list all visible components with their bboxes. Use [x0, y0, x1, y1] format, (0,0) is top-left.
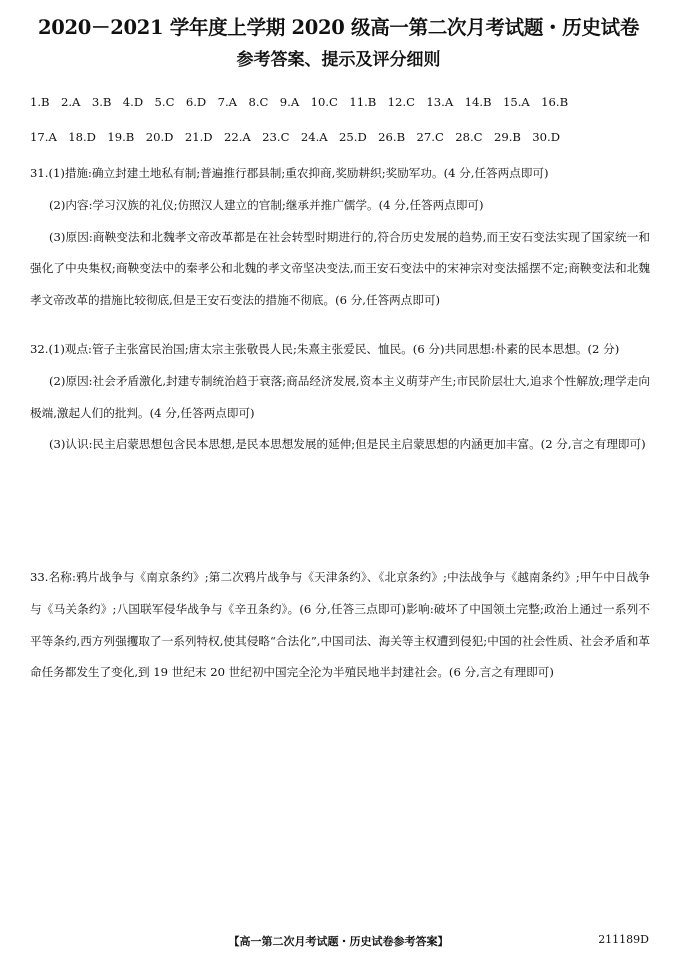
choice-answer: 11.B	[349, 95, 377, 109]
choice-answer: 20.D	[145, 130, 174, 144]
choice-answer: 8.C	[248, 95, 269, 109]
choice-answer: 25.D	[339, 130, 367, 144]
footer-code: 211189D	[598, 933, 649, 946]
choice-answer: 17.A	[30, 130, 57, 144]
question-33-part-1: 33.名称:鸦片战争与《南京条约》;第二次鸦片战争与《天津条约》、《北京条约》;中法战争与《越南条约》;甲午中日战争与《马关条约》;八国联军侵华战争与《辛丑条约》。(6 分,任答三点即可)影响:破坏了中国领土完整;政治上通过一系列不平等条约,西方列强攫取了一系列特权,使其侵略“合法化”,中国司法、海关等主权遭到侵犯;中国的社会性质、社会矛盾和革命任务都发生了变化,到 19 世纪末 20 世纪初中国完全沦为半殖民地半封建社会。(6 分,言之有理即可)	[30, 570, 650, 680]
question-32-part-1: 32.(1)观点:管子主张富民治国;唐太宗主张敬畏人民;朱熹主张爱民、恤民。(6 分)共同思想:朴素的民本思想。(2 分)	[30, 342, 620, 356]
choice-answer: 23.C	[262, 130, 290, 144]
choice-answer: 15.A	[502, 95, 530, 109]
choice-answer: 1.B	[30, 95, 50, 109]
question-33-answer	[30, 562, 650, 689]
choice-answer: 29.B	[493, 130, 521, 144]
choice-answer: 7.A	[217, 95, 238, 109]
choice-answer: 12.C	[387, 95, 415, 109]
choice-answer: 16.B	[541, 95, 569, 109]
choice-answer: 24.A	[300, 130, 328, 144]
choice-answer: 2.A	[60, 95, 81, 109]
choice-answers-row-2	[30, 130, 571, 144]
choice-answer: 30.D	[532, 130, 561, 144]
choice-answer: 5.C	[154, 95, 175, 109]
choice-answer: 19.B	[107, 130, 135, 144]
choice-answer: 9.A	[279, 95, 300, 109]
choice-answer: 26.B	[378, 130, 406, 144]
choice-answer: 3.B	[91, 95, 112, 109]
question-32-part-2: (2)原因:社会矛盾激化,封建专制统治趋于衰落;商品经济发展,资本主义萌芽产生;市民阶层壮大,追求个性解放;理学走向极端,激起人们的批判。(4 分,任答两点即可)	[30, 373, 650, 420]
question-31-part-2: (2)内容:学习汉族的礼仪;仿照汉人建立的官制;继承并推广儒学。(4 分,任答两点即可)	[49, 197, 484, 212]
question-31-part-3: (3)原因:商鞅变法和北魏孝文帝改革都是在社会转型时期进行的,符合历史发展的趋势,而王安石变法实现了国家统一和强化了中央集权;商鞅变法中的秦孝公和北魏的孝文帝坚决变法,而王安石变法中的宋神宗对变法摇摆不定;商鞅变法和北魏孝文帝改革的措施比较彻底,但是王安石变法的措施不彻底。(6 分,任答两点即可)	[30, 229, 650, 308]
choice-answer: 13.A	[426, 95, 454, 109]
choice-answer: 18.D	[68, 130, 96, 144]
choice-answer: 10.C	[310, 95, 338, 109]
choice-answer: 22.A	[223, 130, 251, 144]
choice-answer: 28.C	[455, 130, 483, 144]
page-title: 2020－2021 学年度上学期 2020 级高一第二次月考试题・历史试卷	[37, 16, 640, 39]
choice-answer: 4.D	[122, 95, 144, 109]
question-32-answer	[30, 334, 650, 461]
choice-answer: 21.D	[184, 130, 213, 144]
choice-answer: 27.C	[416, 130, 444, 144]
choice-answers-row-1	[30, 95, 580, 109]
question-32-part-3: (3)认识:民主启蒙思想包含民本思想,是民本思想发展的延伸;但是民主启蒙思想的内涵更加丰富。(2 分,言之有理即可)	[49, 437, 646, 452]
question-31-part-1: 31.(1)措施:确立封建土地私有制;普遍推行郡县制;重农抑商,奖励耕织;奖励军功。(4 分,任答两点即可)	[30, 166, 549, 180]
choice-answer: 14.B	[464, 95, 492, 109]
page-subtitle: 参考答案、提示及评分细则	[236, 50, 441, 70]
question-31-answer	[30, 158, 650, 317]
choice-answer: 6.D	[185, 95, 207, 109]
footer-title: 【高一第二次月考试题・历史试卷参考答案】	[228, 935, 449, 948]
